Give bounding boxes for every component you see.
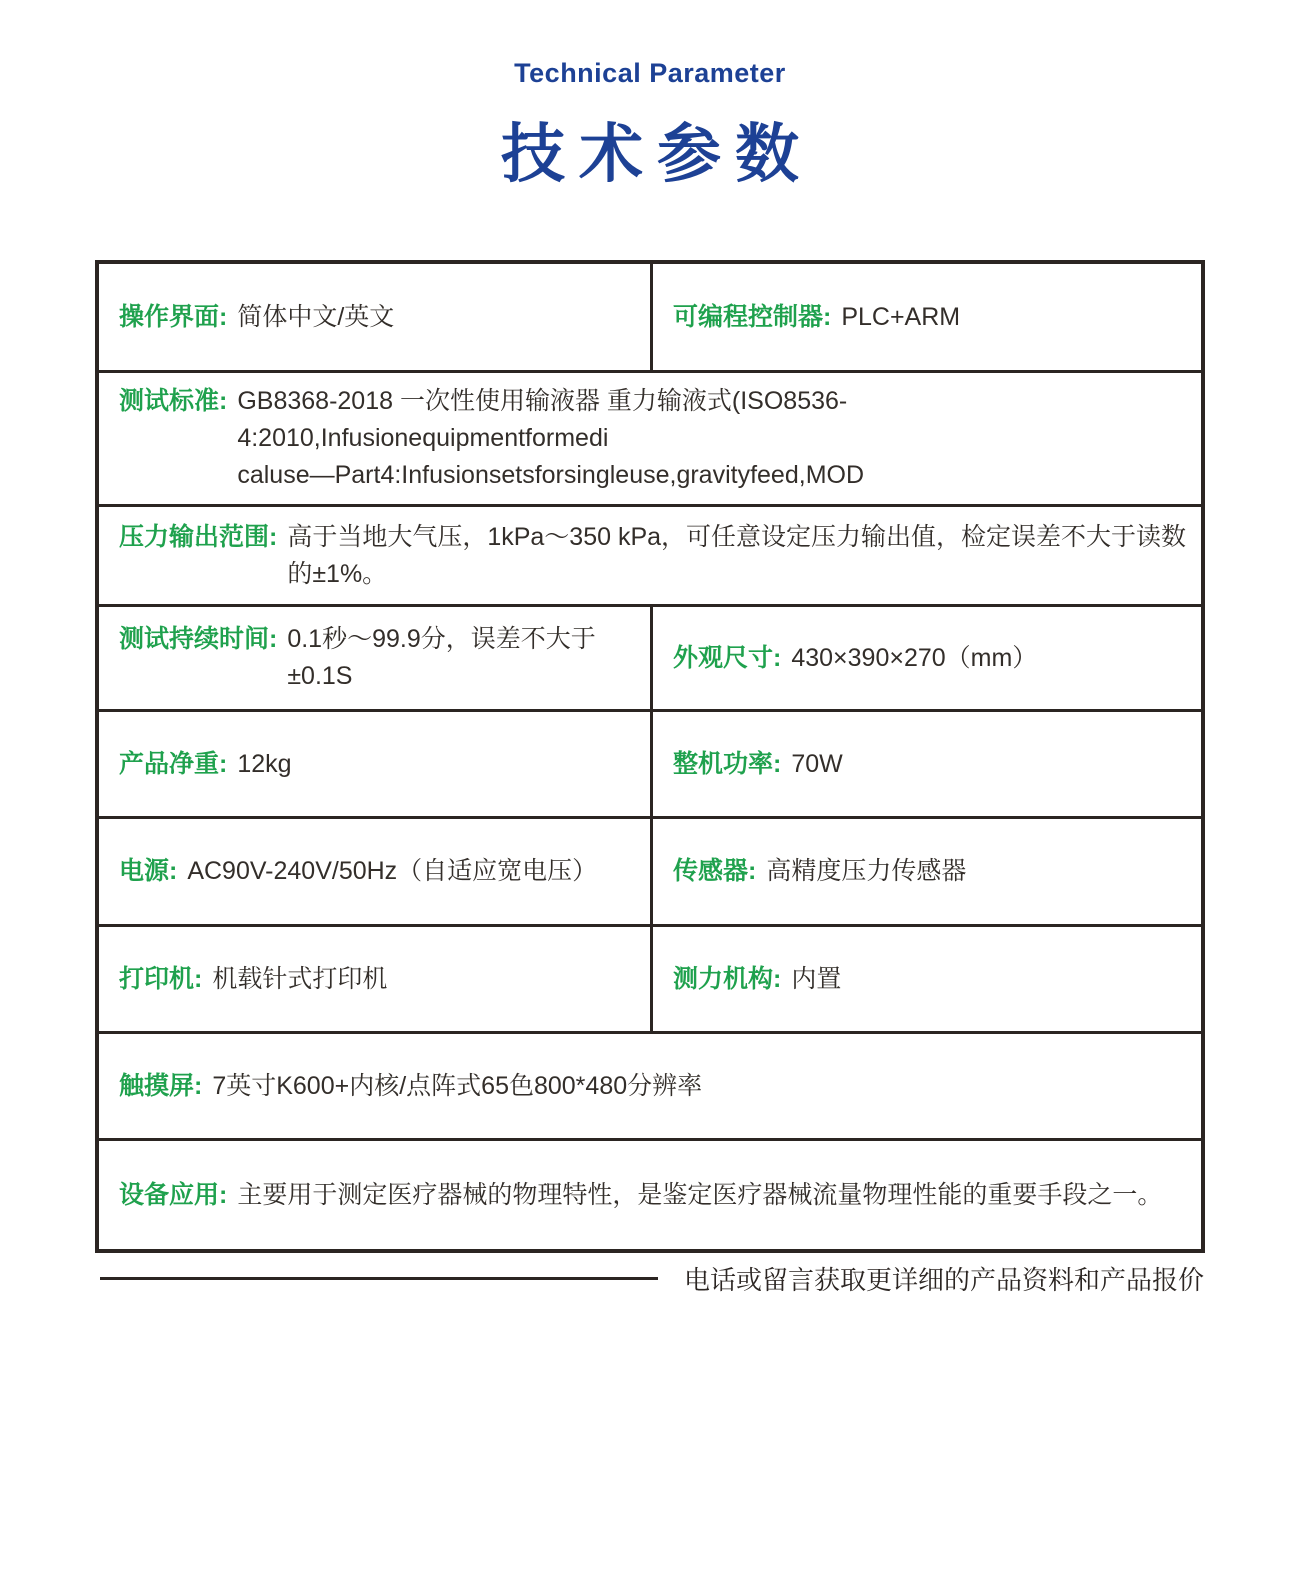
cell-dimensions (650, 607, 1201, 709)
cell-label: 触摸屏: (119, 1071, 203, 1100)
cell-total-power (650, 712, 1201, 816)
table-row (99, 927, 1201, 1034)
footer (100, 1260, 1210, 1297)
subtitle-english: Technical Parameter (514, 58, 786, 88)
table-row (99, 819, 1201, 927)
cell-test-duration (99, 607, 650, 709)
cell-label: 传感器: (673, 857, 757, 885)
table-row (99, 1034, 1201, 1141)
cell-programmable-controller (650, 264, 1201, 370)
cell-value: 简体中文/英文 (237, 302, 395, 331)
cell-value: 内置 (791, 964, 842, 993)
cell-sensor (650, 819, 1201, 924)
cell-label: 测力机构: (673, 964, 782, 993)
footer-note: 电话或留言获取更详细的产品资料和产品报价 (684, 1265, 1205, 1295)
cell-value-line: GB8368-2018 一次性使用输液器 重力输液式(ISO8536-4:2010,Infusionequipmentformedi (237, 387, 848, 452)
table-row (99, 712, 1201, 819)
cell-value: AC90V-240V/50Hz（自适应宽电压） (187, 857, 598, 885)
cell-value-line: caluse—Part4:Infusionsetsforsingleuse,gravityfeed,MOD (237, 461, 865, 489)
cell-label: 电源: (119, 857, 178, 885)
cell-value: 12kg (237, 749, 292, 778)
cell-value: 430×390×270（mm） (791, 643, 1038, 672)
cell-label: 整机功率: (673, 749, 782, 778)
cell-value: 7英寸K600+内核/点阵式65色800*480分辨率 (212, 1071, 703, 1100)
cell-value: 高于当地大气压，1kPa～350 kPa，可任意设定压力输出值，检定误差不大于读数的±1%。 (287, 522, 1187, 588)
cell-label: 产品净重: (119, 749, 228, 778)
table-row (99, 1141, 1201, 1249)
cell-test-standard (99, 373, 1201, 504)
cell-label: 压力输出范围: (119, 522, 278, 551)
cell-value: 0.1秒～99.9分，误差不大于±0.1S (287, 625, 596, 690)
page-title: 技术参数 (501, 118, 813, 190)
cell-pressure-output-range (99, 507, 1201, 604)
cell-operation-interface (99, 264, 650, 370)
cell-label: 外观尺寸: (673, 643, 782, 672)
table-row (99, 373, 1201, 507)
cell-label: 测试持续时间: (119, 625, 278, 653)
table-row (99, 607, 1201, 712)
page-header (0, 58, 1300, 195)
cell-label: 操作界面: (119, 302, 228, 331)
cell-printer (99, 927, 650, 1031)
cell-label: 设备应用: (119, 1180, 228, 1209)
cell-force-mechanism (650, 927, 1201, 1031)
cell-power-supply (99, 819, 650, 924)
cell-device-application (99, 1141, 1201, 1249)
footer-divider-line (100, 1277, 658, 1280)
cell-value: 70W (791, 749, 843, 778)
cell-value: 主要用于测定医疗器械的物理特性，是鉴定医疗器械流量物理性能的重要手段之一。 (237, 1180, 1163, 1209)
spec-table (95, 260, 1205, 1253)
cell-label: 可编程控制器: (673, 302, 832, 331)
table-row (99, 507, 1201, 607)
cell-value: PLC+ARM (841, 302, 961, 331)
cell-value: 机载针式打印机 (212, 964, 388, 993)
cell-label: 测试标准: (119, 387, 228, 415)
cell-net-weight (99, 712, 650, 816)
table-row (99, 264, 1201, 373)
cell-value: 高精度压力传感器 (766, 857, 967, 885)
cell-touch-screen (99, 1034, 1201, 1138)
cell-label: 打印机: (119, 964, 203, 993)
